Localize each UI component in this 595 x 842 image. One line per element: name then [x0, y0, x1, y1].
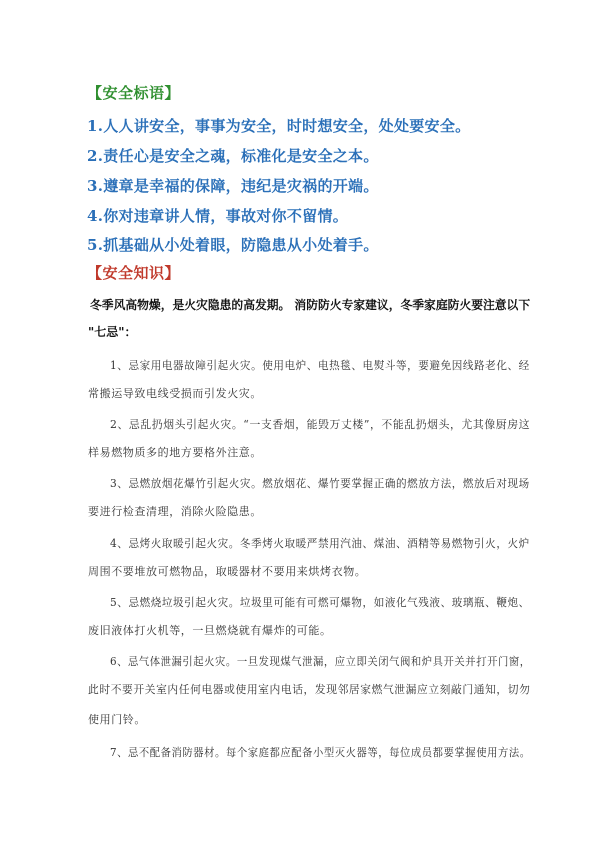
rule-item-line: 废旧液体打火机等，一旦燃烧就有爆炸的可能。	[88, 624, 332, 637]
rule-item-line: 常搬运导致电线受损而引发火灾。	[88, 387, 262, 400]
rule-item-line: 此时不要开关室内任何电器或使用室内电话，发现邻居家燃气泄漏应立刻敲门通知，切勿	[88, 683, 531, 696]
slogans-heading: 【安全标语】	[87, 84, 181, 102]
rule-item-line: 7、忌不配备消防器材。每个家庭都应配备小型灭火器等，每位成员都要掌握使用方法。	[110, 746, 531, 759]
rule-item-line: 4、忌烤火取暖引起火灾。冬季烤火取暖严禁用汽油、煤油、酒精等易燃物引火，火炉	[110, 537, 530, 550]
slogan-item: 4.你对违章讲人情，事故对你不留情。	[87, 207, 349, 225]
rule-item-line: 3、忌燃放烟花爆竹引起火灾。燃放烟花、爆竹要掌握正确的燃放方法，燃放后对现场	[110, 477, 530, 490]
rule-item-line: 要进行检查清理，消除火险隐患。	[88, 505, 262, 518]
rule-item-line: 5、忌燃烧垃圾引起火灾。垃圾里可能有可燃可爆物，如液化气残液、玻璃瓶、鞭炮、	[110, 596, 530, 609]
rule-item-line: 1、忌家用电器故障引起火灾。使用电炉、电热毯、电熨斗等，要避免因线路老化、经	[110, 359, 530, 372]
slogan-item: 2.责任心是安全之魂，标准化是安全之本。	[87, 147, 379, 165]
intro-text-line: 冬季风高物燥，是火灾隐患的高发期。 消防防火专家建议，冬季家庭防火要注意以下	[90, 298, 531, 312]
knowledge-heading: 【安全知识】	[87, 264, 181, 282]
intro-text-line: "七忌"：	[88, 325, 137, 339]
rule-item-line: 使用门铃。	[88, 713, 146, 726]
slogan-item: 5.抓基础从小处着眼，防隐患从小处着手。	[87, 236, 379, 254]
slogan-item: 1.人人讲安全，事事为安全，时时想安全，处处要安全。	[87, 117, 471, 135]
rule-item-line: 样易燃物质多的地方要格外注意。	[88, 446, 262, 459]
rule-item-line: 2、忌乱扔烟头引起火灾。“一支香烟，能毁万丈楼”，不能乱扔烟头，尤其像厨房这	[110, 418, 531, 431]
slogan-item: 3.遵章是幸福的保障，违纪是灾祸的开端。	[87, 177, 379, 195]
rule-item-line: 6、忌气体泄漏引起火灾。一旦发现煤气泄漏，应立即关闭气阀和炉具开关并打开门窗，	[110, 655, 531, 668]
rule-item-line: 周围不要堆放可燃物品，取暖器材不要用来烘烤衣物。	[88, 565, 367, 578]
